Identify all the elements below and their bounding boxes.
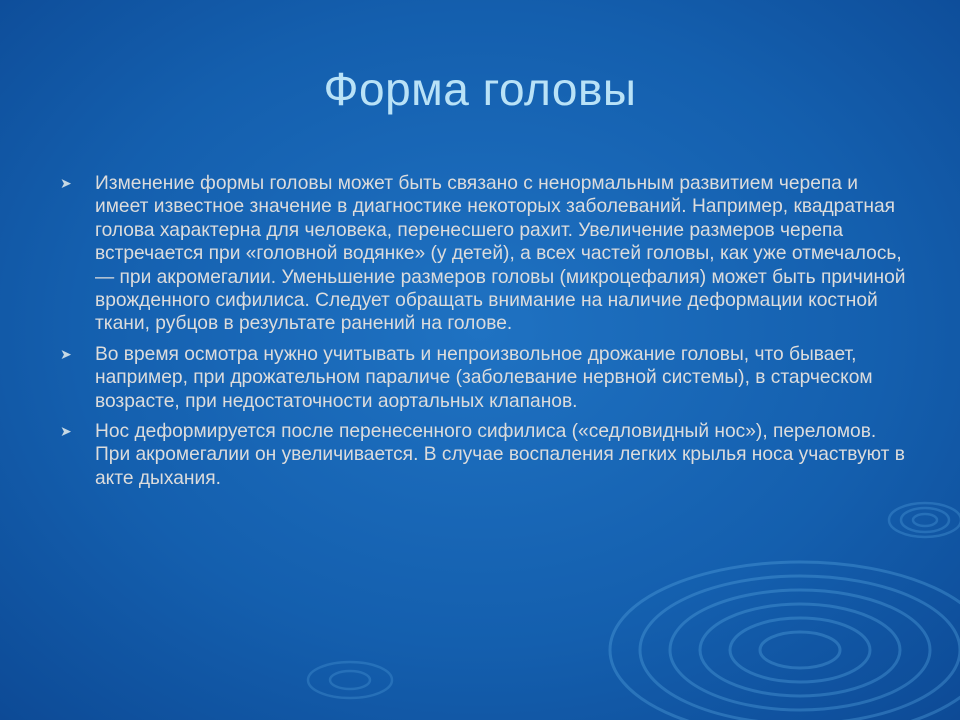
bullet-text: Изменение формы головы может быть связано с ненормальным развитием черепа и имеет известное значение в диагностике некоторых заболеваний. Например, квадратная голова характерна для человека, перенесшего рахит. Увеличение размеров черепа встречается при «головной водянке» (у детей), а всех частей головы, как уже отмечалось, — при акромегалии. Уменьшение размеров головы (микроцефалия) может быть причиной врожденного сифилиса. Следует обращать внимание на наличие деформации костной ткани, рубцов в результате ранений на голове.	[95, 173, 906, 335]
bullet-text: Во время осмотра нужно учитывать и непроизвольное дрожание головы, что бывает, например, при дрожательном параличе (заболевание нервной системы), в старческом возрасте, при недостаточности аортальных клапанов.	[95, 343, 873, 412]
chevron-right-icon: ➤	[60, 423, 72, 440]
bullet-text: Нос деформируется после перенесенного сифилиса («седловидный нос»), переломов. При акромегалии он увеличивается. В случае воспаления легких крылья носа участвуют в акте дыхания.	[95, 421, 905, 489]
bullet-list	[58, 172, 908, 497]
chevron-right-icon: ➤	[60, 175, 72, 191]
slide-title: Форма головы	[323, 63, 637, 115]
bullet-item	[58, 343, 908, 413]
bullet-item	[58, 420, 908, 490]
bullet-item	[58, 172, 908, 336]
chevron-right-icon: ➤	[60, 345, 72, 362]
